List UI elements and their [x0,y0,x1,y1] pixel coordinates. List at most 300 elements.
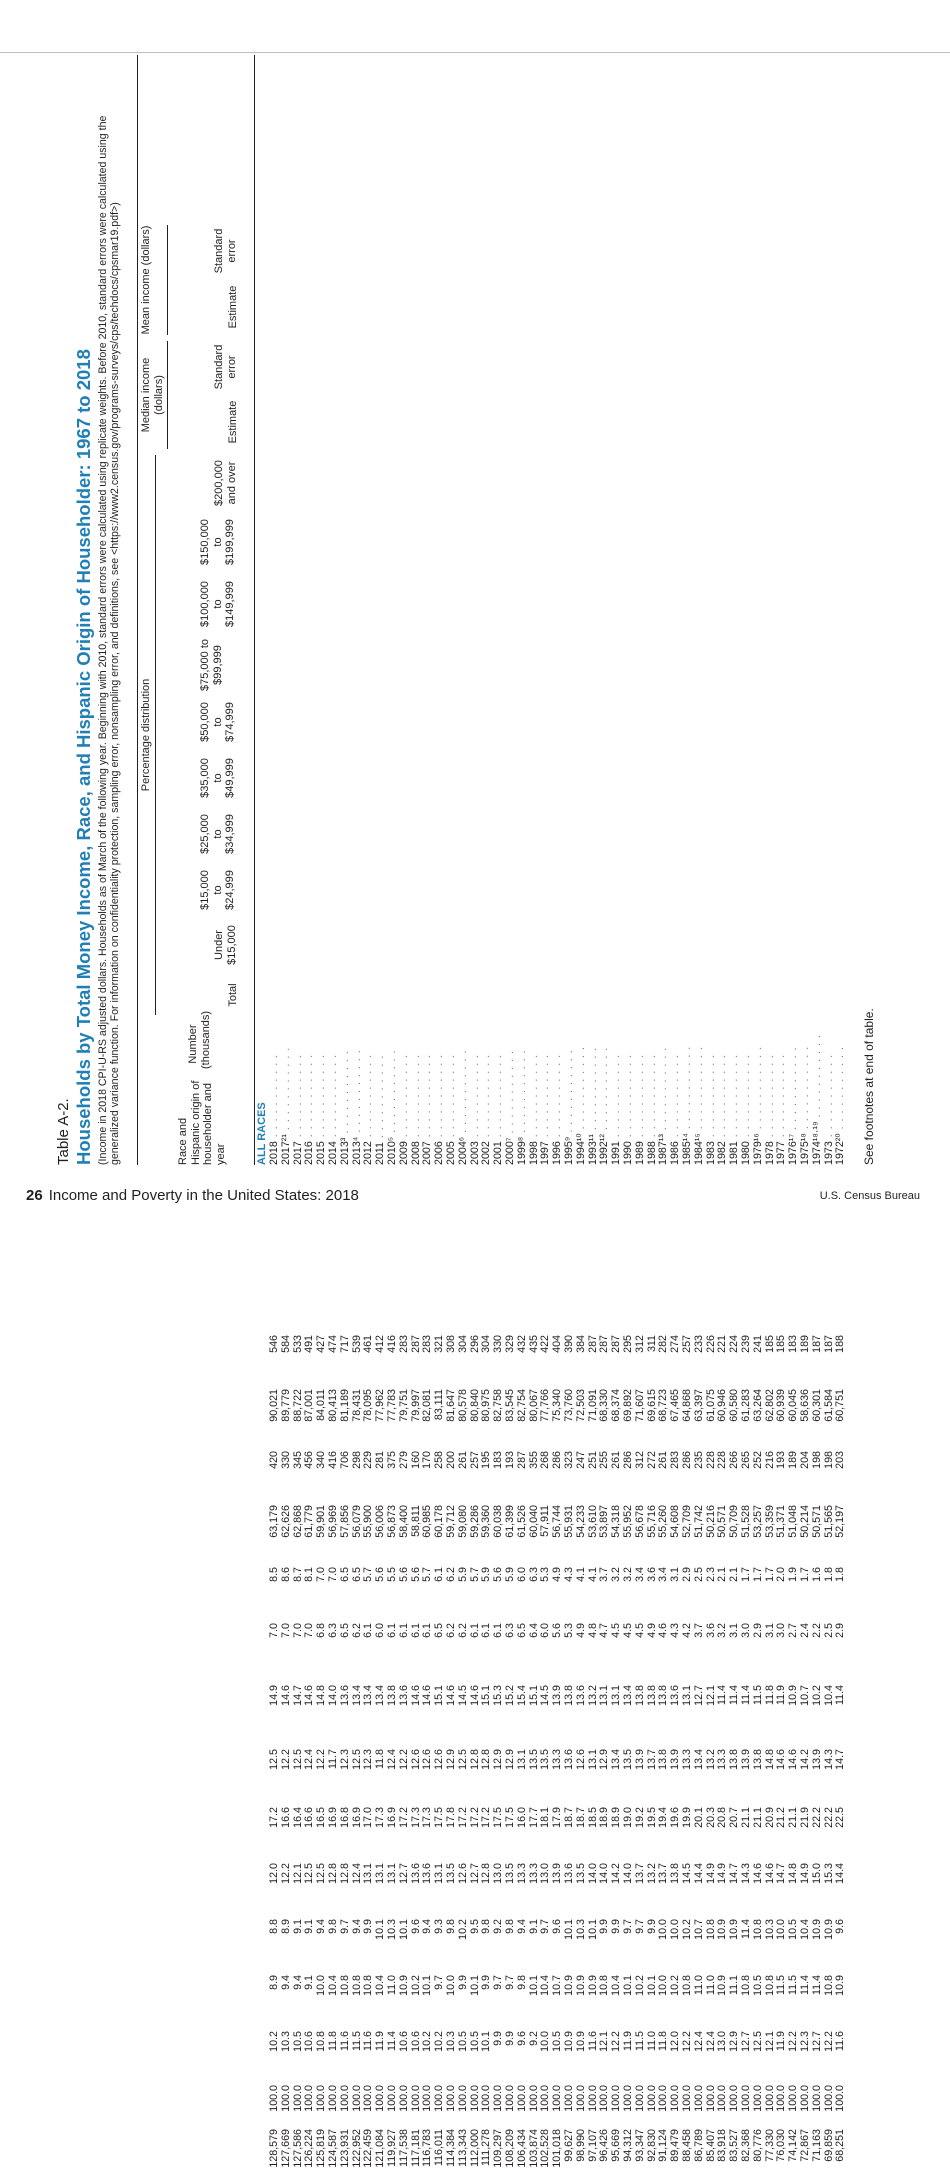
row-cell: 10.0 [657,1919,670,1940]
leader-dots: . . . . . . . . . . . [374,1054,387,1143]
row-cell: 12.6 [433,1749,446,1770]
leader-dots: . . . . . . . . . . . [315,1053,328,1142]
row-cell: 12.1 [704,1685,717,1706]
row-cell: 77,962 [374,1389,387,1422]
row-cell: 100.0 [456,2085,469,2112]
row-cell: 50,571 [716,1505,729,1538]
row-cell: 274 [669,1335,682,1353]
row-cell: 11.4 [386,2031,398,2052]
leader-dots: . . . . . . . . . . . [268,1053,280,1142]
row-cell: 6.2 [350,1623,363,1638]
row-cell: 5.3 [563,1623,575,1638]
row-cell: 10.2 [810,1685,823,1706]
leader-dots: . . . . . . . . . . . [728,1053,741,1142]
row-cell: 56,744 [551,1505,564,1538]
row-cell: 100.0 [480,2085,493,2112]
row-cell: 12.4 [704,2031,717,2052]
row-cell: 51,528 [740,1505,752,1538]
row-year-label: 1977 [775,1141,788,1165]
row-cell: 6.1 [397,1623,410,1638]
row-cell: 100.0 [751,2085,764,2112]
row-cell: 252 [751,1451,764,1469]
row-cell: 13.1 [374,1863,387,1884]
row-cell: 83,111 [433,1389,446,1421]
row-cell: 17.2 [397,1807,410,1828]
row-cell: 13.3 [515,1863,528,1884]
row-cell: 95,669 [610,2129,623,2162]
row-cell: 63,397 [692,1389,705,1422]
row-cell: 10.5 [787,1919,800,1940]
row-year [704,1053,717,1165]
row-year-label: 2008 [409,1141,422,1165]
row-cell: 16.6 [279,1807,292,1828]
row-cell: 53,610 [586,1505,599,1538]
row-cell: 10.9 [787,1685,800,1706]
row-cell: 71,607 [633,1389,646,1422]
row-year [492,1053,505,1165]
row-year-label: 1996 [551,1141,564,1165]
row-cell: 12.0 [268,1863,280,1884]
row-cell: 9.4 [315,1919,328,1934]
row-cell: 228 [716,1451,729,1469]
row-cell: 12.5 [315,1863,328,1884]
row-cell: 9.1 [291,1919,304,1934]
row-year-label: 1976¹⁷ [787,1133,800,1165]
row-cell: 60,751 [834,1389,847,1422]
section-all-races: ALL RACES [256,1102,268,1165]
row-cell: 8.9 [268,1975,280,1990]
row-year-label: 1988 [645,1141,658,1165]
header-b150: $150,000 to $199,999 [199,519,236,565]
row-year-label: 1985¹⁴ [681,1133,693,1165]
row-cell: 17.7 [527,1807,540,1828]
row-cell: 17.5 [492,1807,505,1828]
row-cell: 6.1 [409,1623,422,1638]
row-year-label: 2016 [303,1141,316,1165]
row-cell: 10.9 [834,1975,847,1996]
row-cell: 4.5 [622,1623,634,1638]
row-cell: 59,286 [468,1505,481,1538]
row-cell: 11.6 [834,2031,847,2052]
row-cell: 55,716 [645,1505,658,1538]
row-cell: 10.4 [799,1919,811,1940]
row-cell: 11.8 [657,2031,670,2052]
table-note: (Income in 2018 CPI-U-RS adjusted dollars. Households as of March of the following year. Beginning with 2010, standard errors were calculated using replicate weights. Before 2010, standard errors were calculated using the generalized variance function. For information on confidentiality protection, sampling error, nonsampling error, and definitions, see <https://www2.census.gov/programs-surveys/cps/techdocs/cpsmar19.pdf>) [97,115,122,1165]
row-cell: 10.2 [433,2031,446,2052]
row-cell: 10.5 [291,2031,304,2052]
row-cell: 258 [433,1451,446,1469]
row-cell: 89,779 [279,1389,292,1422]
row-cell: 9.7 [504,1975,516,1990]
row-cell: 3.2 [716,1623,729,1638]
row-cell: 10.8 [362,1975,375,1996]
row-cell: 10.3 [279,2031,292,2052]
page-number: 26 [26,1187,43,1204]
row-year-label: 2013³ [338,1137,351,1165]
row-cell: 4.3 [563,1567,575,1582]
row-cell: 100.0 [338,2085,351,2112]
row-cell: 7.0 [279,1623,292,1638]
row-year [822,1053,835,1165]
row-cell: 296 [468,1335,481,1353]
row-cell: 64,868 [681,1389,693,1422]
row-cell: 16.8 [338,1807,351,1828]
row-cell: 228 [704,1451,717,1469]
row-cell: 13.0 [539,1863,552,1884]
row-cell: 282 [657,1335,670,1353]
row-cell: 15.0 [810,1863,823,1884]
row-cell: 10.9 [810,1919,823,1940]
row-cell: 5.6 [409,1567,422,1582]
row-cell: 193 [504,1451,516,1469]
header-b25: $25,000 to $34,999 [199,814,236,854]
row-cell: 330 [279,1451,292,1469]
row-cell: 12.9 [728,2031,741,2052]
row-cell: 14.7 [834,1749,847,1770]
row-cell: 61,075 [704,1389,717,1422]
row-cell: 121,084 [374,2129,387,2168]
row-cell: 491 [303,1335,316,1353]
row-cell: 3.0 [775,1623,788,1638]
row-cell: 239 [740,1335,752,1353]
row-cell: 10.5 [751,1975,764,1996]
row-cell: 2.5 [822,1623,835,1638]
row-year-label: 1972²⁰ [834,1133,847,1165]
row-cell: 13.1 [515,1749,528,1770]
row-cell: 90,021 [268,1389,280,1422]
row-cell: 13.4 [692,1749,705,1770]
row-cell: 100.0 [598,2085,611,2112]
row-cell: 92,830 [645,2129,658,2162]
row-cell: 18.5 [586,1807,599,1828]
row-cell: 10.3 [445,2031,457,2052]
row-cell: 60,301 [810,1389,823,1422]
row-year-label: 2017²¹ [279,1134,292,1165]
row-cell: 183 [787,1335,800,1353]
row-cell: 13.4 [610,1749,623,1770]
leader-dots: . . . . . . . . . . . [669,1053,682,1142]
row-cell: 68,723 [657,1389,670,1422]
row-cell: 12.3 [362,1749,375,1770]
row-cell: 12.5 [303,1863,316,1884]
row-year [551,1053,564,1165]
agency-name: U.S. Census Bureau [819,1190,920,1202]
header-number: Number (thousands) [187,1010,212,1069]
row-cell: 100.0 [633,2085,646,2112]
leader-dots: . . . . . . . . . . . [515,1049,528,1137]
row-cell: 170 [421,1451,434,1469]
leader-dots: . . . . . . . . . . . [480,1053,493,1142]
row-year [397,1053,410,1165]
row-year [751,1045,764,1165]
row-year [315,1053,328,1165]
row-cell: 3.1 [669,1567,682,1582]
row-cell: 355 [527,1451,540,1469]
row-cell: 6.1 [480,1623,493,1638]
row-cell: 14.0 [622,1863,634,1884]
row-cell: 216 [763,1451,776,1469]
row-year-label: 2000⁷ [504,1137,516,1165]
row-cell: 14.5 [456,1685,469,1706]
row-cell: 7.0 [303,1623,316,1638]
header-median-se: Standard error [213,344,238,390]
row-cell: 77,783 [386,1389,398,1422]
row-cell: 11.1 [728,1975,741,1996]
row-cell: 13.8 [751,1749,764,1770]
row-cell: 13.8 [657,1685,670,1706]
row-year [504,1050,516,1165]
row-cell: 185 [775,1335,788,1353]
row-cell: 14.0 [327,1685,339,1706]
row-cell: 19.4 [657,1807,670,1828]
row-cell: 12.3 [338,1749,351,1770]
row-cell: 195 [480,1451,493,1469]
row-cell: 14.4 [692,1863,705,1884]
row-cell: 8.9 [279,1919,292,1934]
row-cell: 2.3 [704,1567,717,1582]
row-cell: 13.4 [622,1685,634,1706]
row-year [362,1053,375,1165]
row-year [563,1049,575,1165]
row-cell: 546 [268,1335,280,1353]
leader-dots: . . . . . . . . . . . [468,1053,481,1142]
row-cell: 7.0 [291,1623,304,1638]
row-cell: 100.0 [303,2085,316,2112]
row-cell: 10.1 [480,2031,493,2052]
row-year-label: 1993¹¹ [586,1134,599,1165]
row-cell: 2.4 [799,1623,811,1638]
row-cell: 10.0 [315,1975,328,1996]
row-cell: 116,783 [421,2129,434,2167]
row-cell: 100.0 [610,2085,623,2112]
row-cell: 13.0 [492,1863,505,1884]
row-cell: 10.0 [775,1919,788,1940]
row-cell: 3.4 [657,1567,670,1582]
row-cell: 63,264 [751,1389,764,1422]
row-cell: 160 [409,1451,422,1469]
row-cell: 13.6 [338,1685,351,1706]
row-cell: 10.9 [574,1975,587,1996]
row-cell: 11.9 [622,2031,634,2052]
row-year-label: 2011 [374,1142,387,1165]
row-cell: 16.5 [315,1807,328,1828]
row-cell: 18.7 [563,1807,575,1828]
row-cell: 3.7 [692,1623,705,1638]
row-cell: 2.7 [787,1623,800,1638]
row-cell: 1.6 [810,1567,823,1582]
row-cell: 11.9 [775,2031,788,2052]
row-cell: 68,330 [598,1389,611,1422]
row-cell: 12.5 [751,2031,764,2052]
row-cell: 114,384 [445,2129,457,2167]
row-cell: 13.6 [563,1863,575,1884]
row-cell: 13.8 [386,1685,398,1706]
row-cell: 10.9 [716,1919,729,1940]
row-cell: 4.1 [586,1567,599,1582]
row-cell: 10.0 [539,2031,552,2052]
row-cell: 221 [716,1335,729,1353]
row-cell: 60,946 [716,1389,729,1422]
row-cell: 10.9 [563,1975,575,1996]
row-cell: 15.4 [515,1685,528,1706]
row-cell: 13.1 [610,1685,623,1706]
row-cell: 8.5 [268,1567,280,1582]
row-cell: 11.6 [586,2031,599,2052]
publication-title: Income and Poverty in the United States: 2018 [48,1187,359,1204]
row-cell: 6.0 [374,1623,387,1638]
row-cell: 404 [551,1335,564,1353]
row-year-label: 2012 [362,1141,375,1165]
row-cell: 67,465 [669,1389,682,1422]
row-cell: 13.9 [551,1685,564,1706]
leader-dots: . . . . . . . . . . . [692,1045,705,1134]
row-cell: 286 [551,1451,564,1469]
row-cell: 96,426 [598,2129,611,2162]
header-race: Race and Hispanic origin of householder and year [177,1080,227,1165]
row-cell: 22.5 [834,1807,847,1828]
row-cell: 283 [669,1451,682,1469]
row-cell: 261 [657,1451,670,1469]
row-cell: 14.6 [751,1863,764,1884]
row-cell: 100.0 [834,2085,847,2112]
row-cell: 10.8 [704,1919,717,1940]
row-year-label: 1980 [740,1141,752,1165]
row-cell: 9.9 [610,1919,623,1934]
header-mean-estimate: Estimate [227,285,239,329]
row-cell: 79,997 [409,1389,422,1422]
row-cell: 279 [397,1451,410,1469]
header-pct-dist: Percentage distribution [140,678,152,792]
row-year [763,1053,776,1165]
row-cell: 12.1 [598,2031,611,2052]
row-cell: 100.0 [775,2085,788,2112]
row-cell: 100.0 [704,2085,717,2112]
row-cell: 14.9 [268,1685,280,1706]
row-cell: 10.2 [633,1975,646,1996]
row-cell: 7.0 [268,1623,280,1638]
leader-dots: . . . . . . . . . . . [421,1053,434,1142]
row-year [338,1050,351,1165]
row-cell: 13.7 [633,1863,646,1884]
row-cell: 7.0 [327,1567,339,1582]
row-cell: 12.5 [456,1749,469,1770]
row-cell: 100.0 [350,2085,363,2112]
row-cell: 71,163 [810,2129,823,2162]
row-cell: 9.8 [480,1919,493,1934]
row-cell: 10.8 [681,1975,693,1996]
row-cell: 8.7 [291,1567,304,1582]
row-cell: 12.2 [787,2031,800,2052]
row-cell: 6.1 [386,1623,398,1638]
row-cell: 6.5 [338,1567,351,1582]
row-cell: 1.7 [799,1567,811,1582]
row-cell: 3.7 [598,1567,611,1582]
row-cell: 247 [574,1451,587,1469]
row-cell: 14.6 [775,1749,788,1770]
row-cell: 13.5 [504,1863,516,1884]
row-cell: 9.6 [409,1919,422,1934]
row-cell: 59,080 [456,1505,469,1538]
row-cell: 281 [374,1451,387,1469]
row-cell: 119,927 [386,2129,398,2167]
row-cell: 12.9 [492,1749,505,1770]
row-cell: 12.8 [327,1863,339,1884]
row-cell: 13.6 [409,1863,422,1884]
row-cell: 9.4 [515,1919,528,1934]
row-cell: 100.0 [787,2085,800,2112]
row-cell: 13.1 [386,1863,398,1884]
row-cell: 10.8 [598,1975,611,1996]
row-year [527,1053,540,1165]
row-cell: 12.2 [610,2031,623,2052]
row-cell: 286 [622,1451,634,1469]
row-cell: 14.6 [279,1685,292,1706]
row-cell: 14.3 [822,1749,835,1770]
row-cell: 11.8 [763,1685,776,1706]
row-cell: 14.0 [598,1863,611,1884]
row-cell: 5.6 [551,1623,564,1638]
row-cell: 5.7 [468,1567,481,1582]
row-cell: 10.1 [586,1919,599,1940]
row-cell: 198 [810,1451,823,1469]
row-cell: 1.8 [822,1567,835,1582]
row-cell: 18.9 [610,1807,623,1828]
row-cell: 11.0 [386,1975,398,1996]
row-cell: 6.5 [515,1623,528,1638]
row-cell: 261 [610,1451,623,1469]
leader-dots: . . . . . . . . . . . [810,1034,823,1122]
row-cell: 56,006 [374,1505,387,1538]
row-cell: 13.9 [810,1749,823,1770]
row-cell: 80,413 [327,1389,339,1422]
row-cell: 15.3 [822,1863,835,1884]
row-cell: 21.9 [799,1807,811,1828]
row-cell: 53,359 [763,1505,776,1538]
row-cell: 11.5 [787,1975,800,1996]
row-cell: 17.9 [551,1807,564,1828]
row-cell: 100.0 [397,2085,410,2112]
row-cell: 229 [362,1451,375,1469]
row-cell: 198 [822,1451,835,1469]
header-b75: $75,000 to $99,999 [199,639,224,691]
row-cell: 13.4 [374,1685,387,1706]
row-cell: 9.1 [303,1975,316,1990]
row-cell: 12.2 [279,1749,292,1770]
row-cell: 10.2 [681,1919,693,1940]
row-cell: 13.1 [681,1685,693,1706]
row-cell: 108,209 [504,2129,516,2168]
row-cell: 11.4 [740,1685,752,1706]
row-cell: 54,608 [669,1505,682,1538]
row-cell: 5.7 [421,1567,434,1582]
row-year [279,1046,292,1165]
row-cell: 71,091 [586,1389,599,1422]
row-cell: 9.4 [350,1919,363,1934]
row-cell: 6.1 [492,1623,505,1638]
row-cell: 14.6 [787,1749,800,1770]
row-year [598,1046,611,1165]
row-cell: 17.5 [504,1807,516,1828]
row-year-label: 2005 [445,1141,457,1165]
row-cell: 5.9 [480,1567,493,1582]
row-cell: 14.6 [421,1685,434,1706]
leader-dots: . . . . . . . . . . . [362,1053,375,1142]
row-cell: 58,811 [409,1505,422,1537]
row-cell: 84,011 [315,1389,328,1421]
row-year [586,1046,599,1165]
row-cell: 329 [504,1335,516,1353]
leader-dots: . . . . . . . . . . . [338,1050,351,1138]
